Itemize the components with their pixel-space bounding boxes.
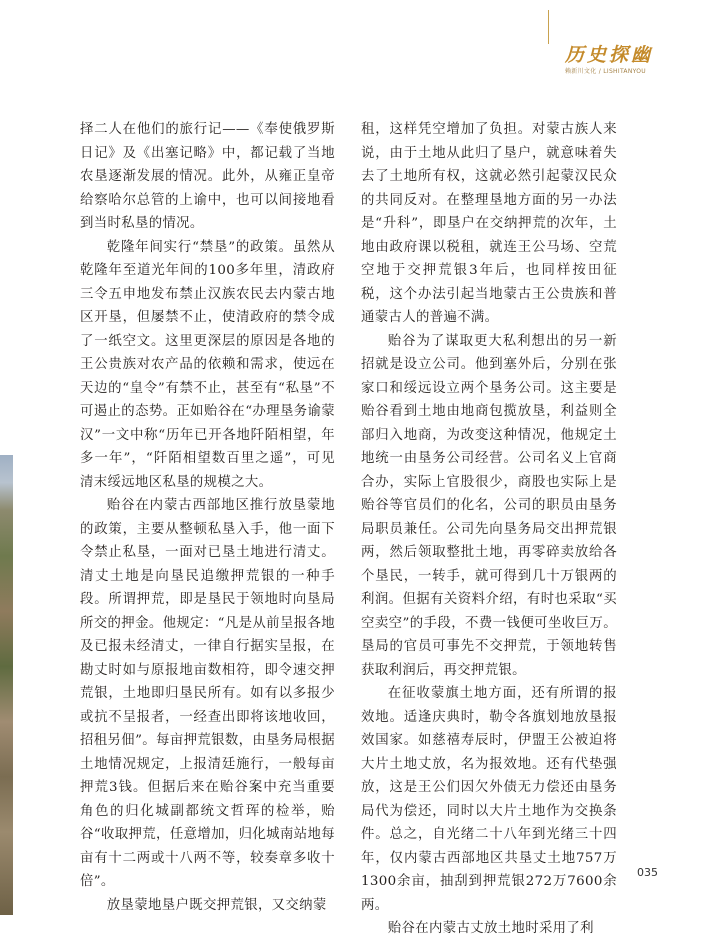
paragraph: 租，这样凭空增加了负担。对蒙古族人来说，由于土地从此归了垦户，就意味着失去了土地所有权，这就必然引起蒙汉民众的共同反对。在整理垦地方面的另一办法是“升科”，即垦户在交纳押荒的次年，土地由政府课以税租，就连王公马场、空荒空地于交押荒银3年后，也同样按田征税，这个办法引起当地蒙古王公贵族和普通蒙古人的普遍不满。 bbox=[361, 122, 617, 325]
right-column bbox=[361, 118, 617, 941]
left-column bbox=[80, 118, 335, 917]
paragraph: 择二人在他们的旅行记——《奉使俄罗斯日记》及《出塞记略》中，都记载了当地农垦逐渐发展的情况。此外，从雍正皇帝给察哈尔总管的上谕中，也可以间接地看到当时私垦的情况。 bbox=[80, 122, 335, 231]
paragraph: 乾隆年间实行“禁垦”的政策。虽然从乾隆年至道光年间的100多年里，清政府三令五申地发布禁止汉族农民去内蒙古地区开垦，但屡禁不止，使清政府的禁令成了一纸空文。这里更深层的原因是各地的王公贵族对农产品的依赖和需求，使远在天边的“皇令”有禁不止，甚至有“私垦”不可遏止的态势。正如贻谷在“办理垦务谕蒙汉”一文中称“历年已开各地阡陌相望，年多一年”，“阡陌相望数百里之遥”，可见清末绥远地区私垦的规模之大。 bbox=[80, 239, 335, 490]
header-divider bbox=[548, 10, 549, 44]
page-number: 035 bbox=[637, 866, 658, 879]
section-title: 历史探幽 bbox=[565, 44, 654, 66]
photo-edge-strip bbox=[0, 455, 13, 915]
paragraph: 在征收蒙旗土地方面，还有所谓的报效地。适逢庆典时，勒令各旗划地放垦报效国家。如慈禧寿辰时，伊盟王公被迫将大片土地丈放，名为报效地。还有代垫强放，这是王公们因欠外债无力偿还由垦务局代为偿还，同时以大片土地作为交换条件。总之，自光绪二十八年到光绪三十四年，仅内蒙古西部地区共垦丈土地757万1300余亩，抽刮到押荒银272万7600余两。 bbox=[361, 686, 617, 913]
paragraph: 贻谷在内蒙古丈放土地时采用了利 bbox=[387, 921, 594, 936]
paragraph: 放垦蒙地垦户既交押荒银，又交纳蒙 bbox=[106, 897, 327, 913]
paragraph: 贻谷为了谋取更大私利想出的另一新招就是设立公司。他到塞外后，分别在张家口和绥远设立两个垦务公司。这主要是贻谷看到土地由地商包揽放垦，利益则全部归入地商，为改变这种情况，他规定土地统一由垦务公司经营。公司名义上官商合办，实际上官股很少，商股也实际上是贻谷等官员们的化名，公司的职员由垦务局职员兼任。公司先向垦务局交出押荒银两，然后领取整批土地，再零碎卖放给各个垦民，一转手，就可得到几十万银两的利润。但据有关资料介绍，有时也采取“买空卖空”的手段，不费一钱便可坐收巨万。垦局的官员可事先不交押荒，于领地转售获取利润后，再交押荒银。 bbox=[361, 333, 617, 678]
section-subtitle: 赖新川文化 / LISHITANYOU bbox=[565, 68, 646, 75]
paragraph: 贻谷在内蒙古西部地区推行放垦蒙地的政策，主要从整顿私垦入手，他一面下令禁止私垦，一面对已垦土地进行清丈。清丈土地是向垦民追缴押荒银的一种手段。所谓押荒，即是垦民于领地时向垦局所交的押金。他规定：“凡是从前呈报各地及已报未经清丈，一律自行据实呈报，在勘丈时如与原报地亩数相符，即令速交押荒银，土地即归垦民所有。如有以多报少或抗不呈报者，一经查出即将该地收回，招租另佃”。每亩押荒银数，由垦务局根据土地情况规定，上报清廷施行，一般每亩押荒3钱。但据后来在贻谷案中充当重要角色的归化城副都统文哲珲的检举，贻谷“收取押荒，任意增加，归化城南站地每亩有十二两或十八两不等，较奏章多收十倍”。 bbox=[80, 498, 335, 889]
